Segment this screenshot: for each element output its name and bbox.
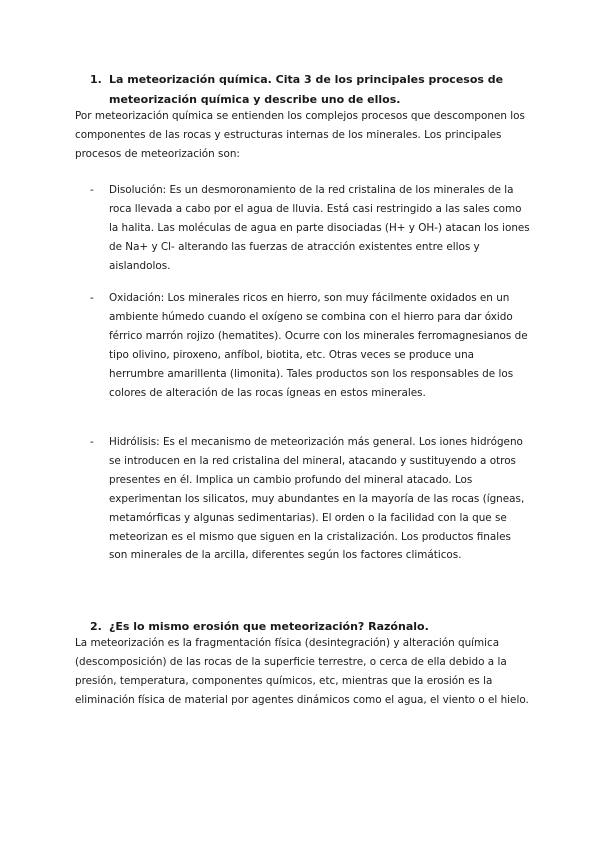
- bullet-disolucion: [90, 181, 530, 276]
- question-1-heading: [90, 70, 530, 110]
- bullet-text: Disolución: Es un desmoronamiento de la red cristalina de los minerales de la roca llevada a cabo por el agua de lluvia. Está casi restringido a las sales como la halita. Las moléculas de agua en parte disociadas (H+ y OH-) atacan los iones de Na+ y Cl- alterando las fuerzas de atracción existentes entre ellos y aislandolos.: [109, 184, 530, 272]
- question-2-number: 2.: [90, 620, 102, 633]
- bullet-marker: -: [90, 292, 94, 304]
- bullet-oxidacion: [90, 289, 530, 402]
- question-1-number: 1.: [90, 73, 102, 86]
- bullet-text: Oxidación: Los minerales ricos en hierro, son muy fácilmente oxidados en un ambiente húmedo cuando el oxígeno se combina con el hierro para dar óxido férrico marrón rojizo (hematites). Ocurre con los minerales ferromagnesianos de tipo olivino, piroxeno, anfíbol, biotita, etc. Otras veces se produce una herrumbre amarillenta (limonita). Tales productos son los responsables de los colores de alteración de las rocas ígneas en estos minerales.: [109, 292, 528, 399]
- bullet-text: Hidrólisis: Es el mecanismo de meteorización más general. Los iones hidrógeno se introducen en la red cristalina del mineral, atacando y sustituyendo a otros presentes en él. Implica un cambio profundo del mineral atacado. Los experimentan los silicatos, muy abundantes en la mayoría de las rocas (ígneas, metamórficas y algunas sedimentarias). El orden o la facilidad con la que se meteorizan es el mismo que siguen en la cristalización. Los productos finales son minerales de la arcilla, diferentes según los factores climáticos.: [109, 436, 525, 562]
- question-2-title: ¿Es lo mismo erosión que meteorización? Razónalo.: [109, 620, 429, 633]
- question-1-title: La meteorización química. Cita 3 de los principales procesos de meteorización química y describe uno de ellos.: [109, 73, 504, 106]
- bullet-marker: -: [90, 436, 94, 448]
- question-1-intro: Por meteorización química se entienden los complejos procesos que descomponen los componentes de las rocas y estructuras internas de los minerales. Los principales procesos de meteorización son:: [75, 110, 525, 160]
- question-2-answer: La meteorización es la fragmentación física (desintegración) y alteración química (descomposición) de las rocas de la superficie terrestre, o cerca de ella debido a la presión, temperatura, componentes químicos, etc, mientras que la erosión es la eliminación física de material por agentes dinámicos como el agua, el viento o el hielo.: [75, 637, 529, 706]
- bullet-hidrolisis: [90, 433, 530, 565]
- bullet-marker: -: [90, 184, 94, 196]
